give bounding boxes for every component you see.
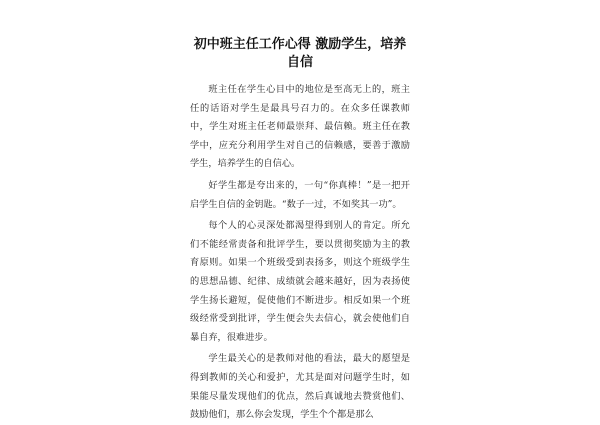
paragraph-4: 学生最关心的是教师对他的看法，最大的愿望是得到教师的关心和爱护，尤其是面对问题学生时，如果能尽量发现他们的优点，然后真诚地去赞赏他们、鼓励他们，那么你会发现，学生个个都是那么 <box>190 353 410 421</box>
paragraph-1: 班主任在学生心目中的地位是至高无上的，班主任的话语对学生是最具号召力的。在众多任课教师中，学生对班主任老师最崇拜、最信赖。班主任在教学中，应充分利用学生对自己的信赖感，要善于激励学生，培养学生的自信心。 <box>190 84 410 170</box>
article-body <box>190 81 410 425</box>
paragraph-3: 每个人的心灵深处都渴望得到别人的肯定。所允们不能经常责备和批评学生，要以贯彻奖励为主的教育原则。如果一个班级受到表扬多，则这个班级学生的思想品德、纪律、成绩就会越来越好，因为表扬使学生扬长避短，促使他们不断进步。相反如果一个班级经常受到批评，学生便会失去信心，就会使他们自暴自弃，很难进步。 <box>190 220 410 343</box>
paragraph-2: 好学生都是夸出来的，一句“你真棒！”是一把开启学生自信的金钥匙。“数子一过，不如奖其一功”。 <box>190 179 410 210</box>
page-title: 初中班主任工作心得 激励学生，培养自信 <box>193 37 407 70</box>
